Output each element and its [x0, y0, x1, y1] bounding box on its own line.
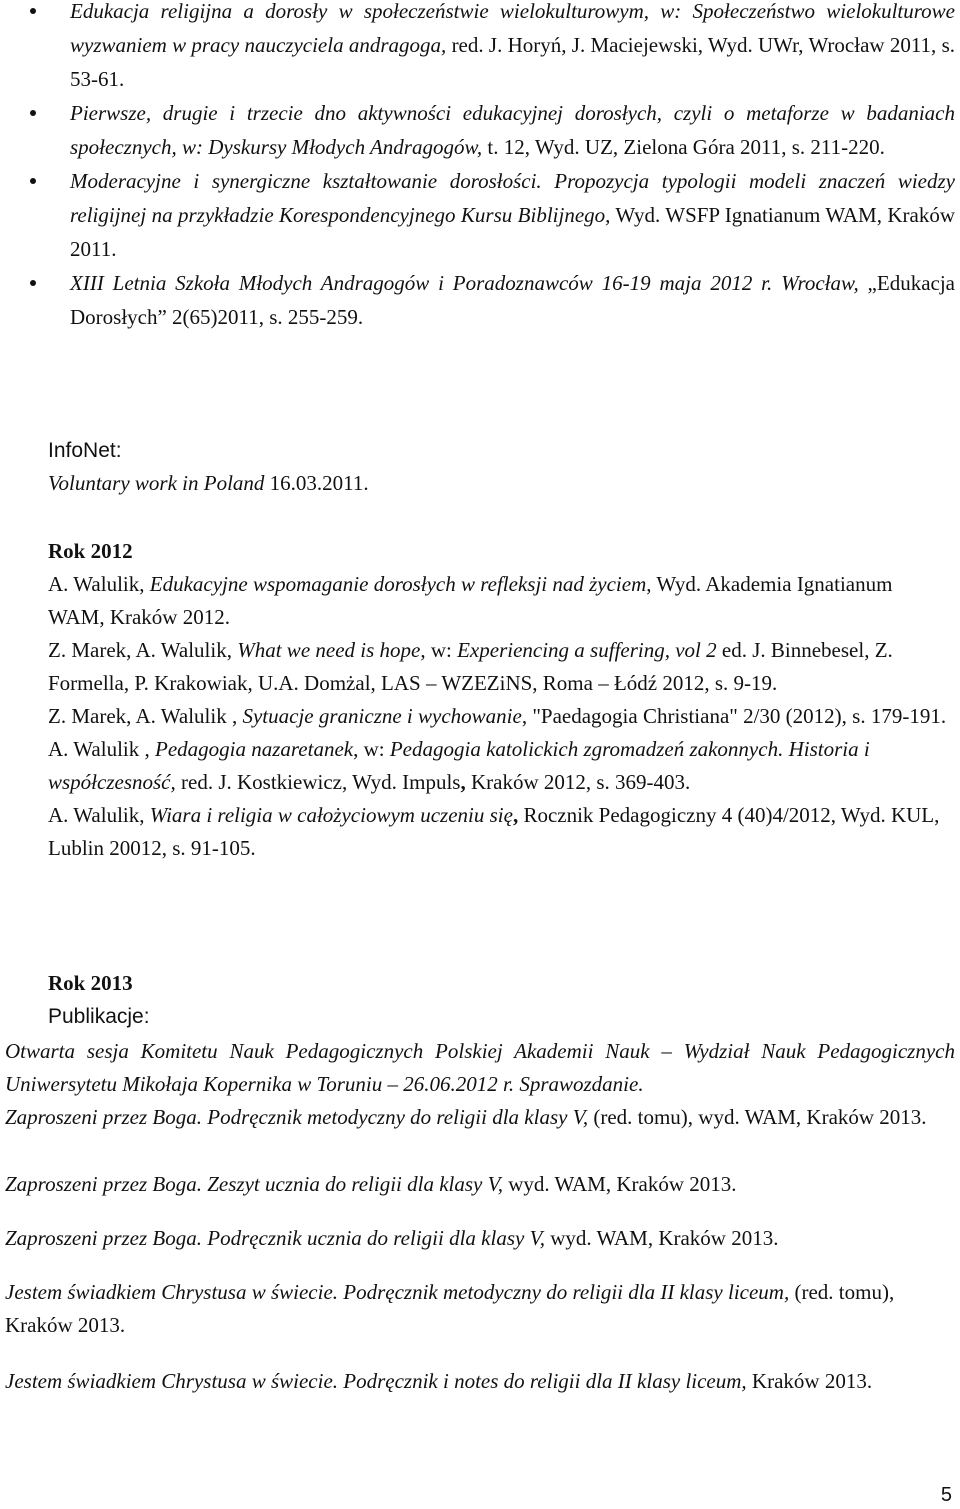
bullet-item	[30, 0, 955, 96]
page-number: 5	[940, 1484, 952, 1506]
bullet-details: Wyd. WSFP Ignatianum WAM, Kraków 2011.	[70, 203, 955, 261]
rok-2013-entry-1: Otwarta sesja Komitetu Nauk Pedagogicznych Polskiej Akademii Nauk – Wydział Nauk Pedagogicznych Uniwersytetu Mikołaja Kopernika w Toruniu – 26.06.2012 r. Sprawozdanie.	[5, 1039, 955, 1096]
bullet-item	[30, 96, 955, 164]
rok-2012-entry-1: A. Walulik, Edukacyjne wspomaganie dorosłych w refleksji nad życiem, Wyd. Akademia Ignatianum WAM, Kraków 2012.	[48, 572, 898, 629]
bullet-details: „Edukacja Dorosłych” 2(65)2011, s. 255-259.	[70, 271, 955, 329]
infonet-heading: InfoNet:	[48, 439, 122, 462]
bullet-title: XIII Letnia Szkoła Młodych Andragogów i Poradoznawców 16-19 maja 2012 r. Wrocław,	[70, 271, 859, 295]
infonet-date: 16.03.2011.	[264, 471, 369, 495]
rok-2013-heading-block	[48, 967, 953, 1033]
bullet-list	[30, 0, 955, 334]
bullet-title: Edukacja religijna a dorosły w społeczeństwie wielokulturowym, w: Społeczeństwo wielokulturowe wyzwaniem w pracy nauczyciela andragoga,	[70, 0, 955, 57]
infonet-section	[48, 434, 953, 500]
bullet-dot-icon	[30, 280, 36, 286]
rok-2012-entry-4: A. Walulik , Pedagogia nazaretanek, w: Pedagogia katolickich zgromadzeń zakonnych. Historia i współczesność, red. J. Kostkiewicz, Wyd. Impuls, Kraków 2012, s. 369-403.	[48, 737, 875, 794]
bullet-dot-icon	[30, 110, 36, 116]
rok-2013-entry-2: Zaproszeni przez Boga. Podręcznik metodyczny do religii dla klasy V, (red. tomu), wyd. WAM, Kraków 2013.	[5, 1105, 927, 1129]
bullet-title: Moderacyjne i synergiczne kształtowanie dorosłości. Propozycja typologii modeli znaczeń wiedzy religijnej na przykładzie Korespondencyjnego Kursu Biblijnego,	[70, 169, 955, 227]
bullet-details: t. 12, Wyd. UZ, Zielona Góra 2011, s. 211-220.	[482, 135, 885, 159]
publikacje-label: Publikacje:	[48, 1005, 150, 1028]
rok-2012-section	[48, 535, 953, 865]
bullet-dot-icon	[30, 8, 36, 14]
bullet-dot-icon	[30, 178, 36, 184]
bullet-details: red. J. Horyń, J. Maciejewski, Wyd. UWr, Wrocław 2011, s. 53-61.	[70, 33, 955, 91]
rok-2012-entry-5: A. Walulik, Wiara i religia w całożyciowym uczeniu się, Rocznik Pedagogiczny 4 (40)4/2012, Wyd. KUL, Lublin 20012, s. 91-105.	[48, 803, 945, 860]
bullet-item	[30, 266, 955, 334]
rok-2012-entry-2: Z. Marek, A. Walulik, What we need is hope, w: Experiencing a suffering, vol 2 ed. J. Binnebesel, Z. Formella, P. Krakowiak, U.A. Domżal, LAS – WZEZiNS, Roma – Łódź 2012, s. 9-19.	[48, 638, 899, 695]
bullet-item	[30, 164, 955, 266]
rok-2013-entry-4: Zaproszeni przez Boga. Podręcznik ucznia do religii dla klasy V, wyd. WAM, Kraków 2013.	[5, 1226, 779, 1250]
rok-2013-entry-3: Zaproszeni przez Boga. Zeszyt ucznia do religii dla klasy V, wyd. WAM, Kraków 2013.	[5, 1172, 737, 1196]
rok-2013-entry-5: Jestem świadkiem Chrystusa w świecie. Podręcznik metodyczny do religii dla II klasy liceum, (red. tomu), Kraków 2013.	[5, 1280, 895, 1337]
rok-2012-entry-3: Z. Marek, A. Walulik , Sytuacje graniczne i wychowanie, "Paedagogia Christiana" 2/30 (2012), s. 179-191.	[48, 704, 947, 728]
infonet-title: Voluntary work in Poland	[48, 471, 265, 495]
bullet-title: Pierwsze, drugie i trzecie dno aktywności edukacyjnej dorosłych, czyli o metaforze w badaniach społecznych, w: Dyskursy Młodych Andragogów,	[70, 101, 955, 159]
infonet-entry	[48, 467, 953, 500]
rok-2013-entry-6: Jestem świadkiem Chrystusa w świecie. Podręcznik i notes do religii dla II klasy liceum, Kraków 2013.	[5, 1369, 873, 1393]
rok-2013-heading: Rok 2013	[48, 971, 133, 995]
rok-2012-heading: Rok 2012	[48, 539, 133, 563]
